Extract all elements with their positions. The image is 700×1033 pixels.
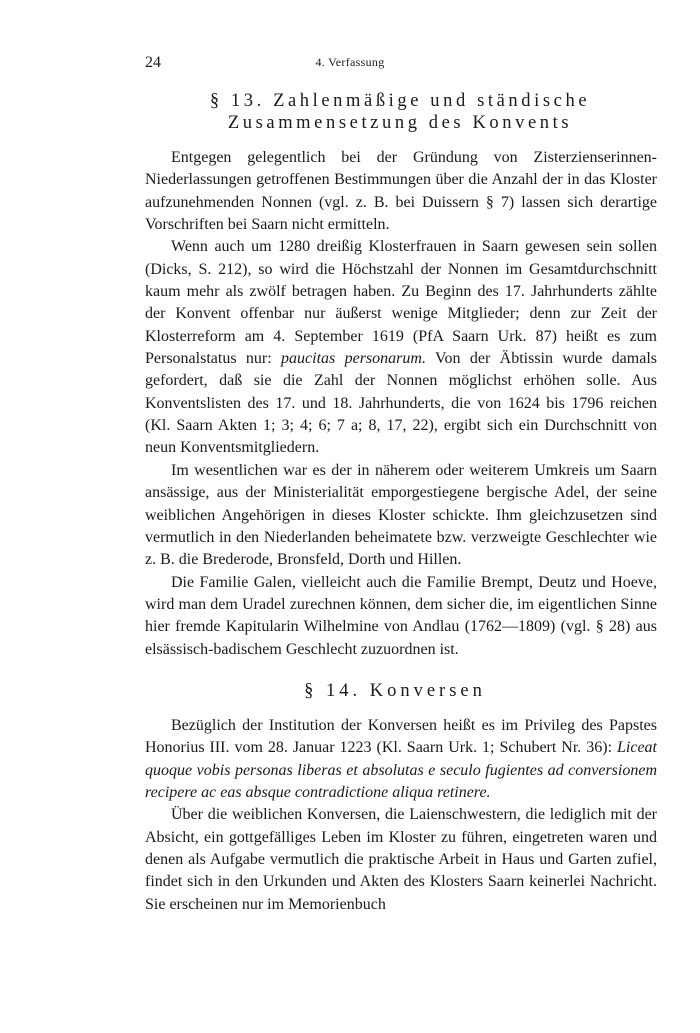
section-13-title-line-1: § 13. Zahlenmäßige und ständische: [209, 91, 591, 111]
latin-quote: paucitas personarum.: [281, 350, 426, 368]
running-head: 4. Verfassung: [315, 55, 385, 69]
paragraph: Entgegen gelegentlich bei der Gründung von Zisterzienserinnen-Niederlassungen getroffenen Bestimmungen über die Anzahl der in das Kloster aufzunehmenden Nonnen (vgl. z. B. bei Duissern § 7) lassen sich derartige Vorschriften bei Saarn nicht ermitteln.: [145, 149, 657, 234]
paragraph: Die Familie Galen, vielleicht auch die Familie Brempt, Deutz und Hoeve, wird man dem Uradel zurechnen können, dem sicher die, im eigentlichen Sinne hier fremde Kapitularin Wilhelmine von Andlau (1762—1809) (vgl. § 28) aus elsässisch-badischem Geschlecht zuzuordnen ist.: [145, 573, 657, 658]
section-14-heading: § 14. Konversen: [304, 681, 486, 701]
paragraph-text: Wenn auch um 1280 dreißig Klosterfrauen in Saarn gewesen sein sollen (Dicks, S. 212), so wird die Höchstzahl der Nonnen im Gesamtdurchschnitt kaum mehr als zwölf betragen haben. Zu Beginn des 17. Jahrhunderts zählte der Konvent offenbar nur äußerst wenige Mitglieder; denn zur Zeit der Klosterreform am 4. September 1619 (PfA Saarn Urk. 87) heißt es zum Personalstatus nur:: [145, 238, 657, 368]
page-number: 24: [145, 54, 161, 71]
section-14-body: [145, 715, 657, 916]
section-13-heading: [0, 90, 700, 134]
paragraph-text: Bezüglich der Institution der Konversen heißt es im Privileg des Papstes Honorius III. vom 28. Januar 1223 (Kl. Saarn Urk. 1; Schubert Nr. 36):: [145, 717, 657, 757]
section-13-body: [145, 147, 657, 661]
paragraph: Im wesentlichen war es der in näherem oder weiterem Umkreis um Saarn ansässige, aus der Ministerialität emporgestiegene bergische Adel, der seine weiblichen Angehörigen in dieses Kloster schickte. Ihm gleichzusetzen sind vermutlich in den Niederlanden beheimatete bzw. verzweigte Geschlechter wie z. B. die Brederode, Bronsfeld, Dorth und Hillen.: [145, 461, 657, 569]
paragraph: Über die weiblichen Konversen, die Laienschwestern, die lediglich mit der Absicht, ein gottgefälliges Leben im Kloster zu führen, eingetreten waren und denen als Aufgabe vermutlich die praktische Arbeit in Haus und Garten zufiel, findet sich in den Urkunden und Akten des Klosters Saarn keinerlei Nachricht. Sie erscheinen nur im Memorienbuch: [145, 806, 657, 913]
paragraph-text: Von der Äbtissin wurde damals gefordert, daß sie die Zahl der Nonnen möglichst erhöhen solle. Aus Konventslisten des 17. und 18. Jahrhunderts, die von 1624 bis 1796 reichen (Kl. Saarn Akten 1; 3; 4; 6; 7 a; 8, 17, 22), ergibt sich ein Durchschnitt von neun Konventsmitgliedern.: [145, 350, 658, 457]
paragraph: [145, 715, 657, 804]
paragraph: [145, 236, 657, 459]
section-13-title-line-2: Zusammensetzung des Konvents: [227, 113, 573, 133]
latin-quote: Liceat quoque vobis personas liberas et absolutas e seculo fugientes ad conversionem recipere ac eas absque contradictione aliqua retinere.: [145, 739, 657, 802]
